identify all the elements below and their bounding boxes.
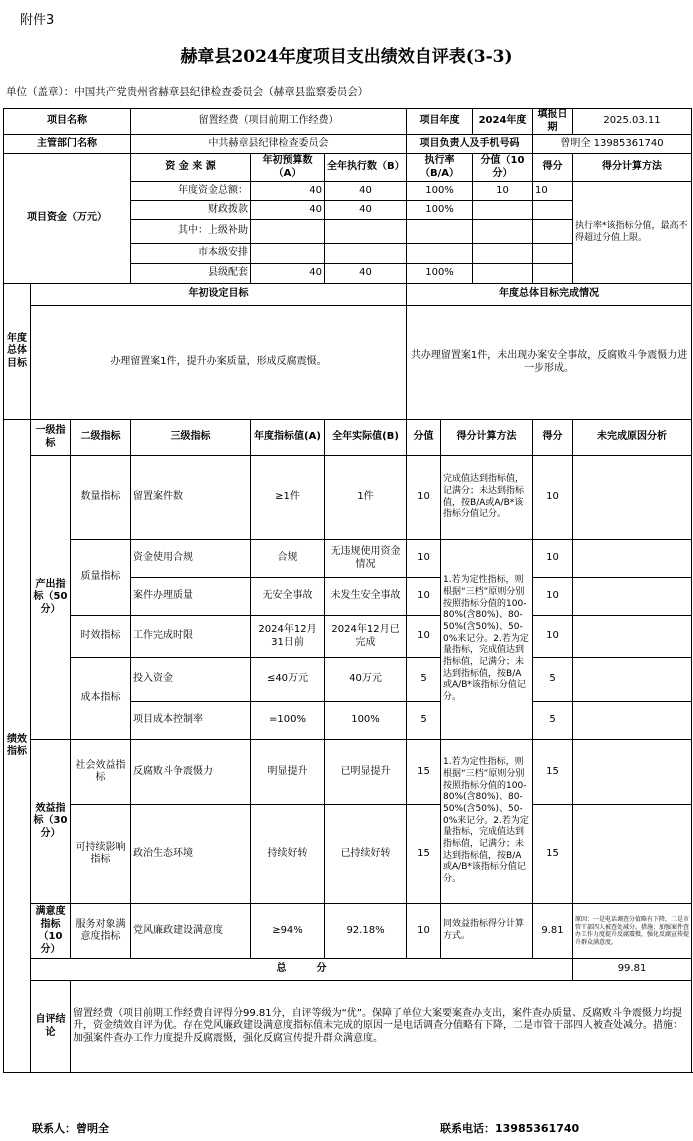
- ind-row-actual: 100%: [325, 702, 407, 740]
- ind-col-got: 得分: [533, 420, 573, 456]
- funds-col-score: 分值（10分）: [473, 154, 533, 182]
- ind-row-score: 10: [407, 904, 441, 959]
- ind-row-target: =100%: [251, 702, 325, 740]
- ind-row-got: 10: [533, 540, 573, 578]
- funds-row-got: [533, 201, 573, 220]
- ind-row-reason: [573, 805, 692, 904]
- ind-row-score: 10: [407, 540, 441, 578]
- ind-col-l2: 二级指标: [71, 420, 131, 456]
- goals-planned: 办理留置案1件，提升办案质量，形成反腐震慑。: [31, 306, 407, 420]
- ind-row-score: 10: [407, 578, 441, 616]
- ind-row-got: 10: [533, 456, 573, 540]
- total-score: 99.81: [573, 959, 692, 981]
- ind-row-l3: 案件办理质量: [131, 578, 251, 616]
- ind-row-l3: 项目成本控制率: [131, 702, 251, 740]
- method-quantity: 完成值达到指标值，记满分；未达到指标值，按B/A或A/B*该指标分值记分。: [441, 456, 533, 540]
- funds-row-exec: 40: [325, 201, 407, 220]
- funds-row-name: 财政拨款: [131, 201, 251, 220]
- l2-cost: 成本指标: [71, 658, 131, 740]
- funds-row-exec: [325, 220, 407, 244]
- funds-row-rate: [407, 244, 473, 264]
- funds-row-score: [473, 264, 533, 284]
- ind-row-l3: 反腐败斗争震慑力: [131, 740, 251, 805]
- ind-row-target: 无安全事故: [251, 578, 325, 616]
- ind-row-score: 5: [407, 658, 441, 702]
- fill-date-label: 填报日期: [533, 109, 573, 135]
- ind-row-l3: 资金使用合规: [131, 540, 251, 578]
- ind-row-score: 15: [407, 805, 441, 904]
- funds-row-exec: [325, 244, 407, 264]
- ind-row-target: ≤40万元: [251, 658, 325, 702]
- contact-person: 联系人：曾明全: [32, 1122, 109, 1135]
- funds-col-exec: 全年执行数（B）: [325, 154, 407, 182]
- funds-row-got: 10: [533, 182, 573, 201]
- project-year-label: 项目年度: [407, 109, 473, 135]
- funds-section-label: 项目资金（万元）: [4, 154, 131, 284]
- attachment-label: 附件3: [20, 13, 55, 28]
- goals-actual-label: 年度总体目标完成情况: [407, 284, 692, 306]
- project-name: 留置经费（项目前期工作经费）: [131, 109, 407, 135]
- funds-col-source: 资 金 来 源: [131, 154, 251, 182]
- ind-row-score: 15: [407, 740, 441, 805]
- effect-indicators-label: 效益指标（30分）: [31, 740, 71, 904]
- satisfaction-indicators-label: 满意度指标（10分）: [31, 904, 71, 959]
- method-output: 1.若为定性指标，则根据“三档”原则分别按照指标分值的100-80%(含80%)、80-50%(含50%)、50-0%来记分。2.若为定量指标，完成值达到指标值，记满分；未达到指标值，按B/A或A/B*该指标分值记分。: [441, 540, 533, 740]
- funds-row-budget: [251, 220, 325, 244]
- funds-row-name: 县级配套: [131, 264, 251, 284]
- ind-row-target: 持续好转: [251, 805, 325, 904]
- funds-row-exec: 40: [325, 264, 407, 284]
- contact-value: 曾明全 13985361740: [533, 135, 692, 154]
- conclusion-label: 自评结论: [31, 981, 71, 1073]
- ind-row-score: 10: [407, 456, 441, 540]
- funds-col-rate: 执行率（B/A）: [407, 154, 473, 182]
- project-name-label: 项目名称: [4, 109, 131, 135]
- method-satisfaction: 同效益指标得分计算方式。: [441, 904, 533, 959]
- ind-row-actual: 未发生安全事故: [325, 578, 407, 616]
- funds-row-budget: 40: [251, 201, 325, 220]
- funds-row-score: [473, 244, 533, 264]
- l2-sustain: 可持续影响指标: [71, 805, 131, 904]
- ind-row-got: 10: [533, 616, 573, 658]
- dept-label: 主管部门名称: [4, 135, 131, 154]
- ind-row-reason: [573, 658, 692, 702]
- funds-row-budget: 40: [251, 182, 325, 201]
- ind-col-score: 分值: [407, 420, 441, 456]
- funds-row-budget: [251, 244, 325, 264]
- funds-row-score: [473, 220, 533, 244]
- funds-row-got: [533, 220, 573, 244]
- indicators-section-label: 绩效指标: [4, 420, 31, 1073]
- ind-row-l3: 工作完成时限: [131, 616, 251, 658]
- l2-service: 服务对象满意度指标: [71, 904, 131, 959]
- funds-row-budget: 40: [251, 264, 325, 284]
- evaluation-table: [3, 108, 692, 1073]
- ind-row-reason: [573, 456, 692, 540]
- conclusion-text: 留置经费（项目前期工作经费自评得分99.81分，自评等级为“优”。保障了单位大案要案查办支出，案件查办质量、反腐败斗争震慑力均提升，资金绩效自评为优。存在党风廉政建设满意度指标值未完成的原因一是电话调查分值略有下降，二是市管干部四人被查处减分。措施：加强案件查办工作力度提升反腐震慑，强化反腐宣传提升群众满意度。: [71, 981, 692, 1073]
- goals-actual: 共办理留置案1件，未出现办案安全事故，反腐败斗争震慑力进一步形成。: [407, 306, 692, 420]
- ind-col-l1: 一级指标: [31, 420, 71, 456]
- funds-row-name: 其中：上级补助: [131, 220, 251, 244]
- output-indicators-label: 产出指标（50分）: [31, 456, 71, 740]
- ind-col-l3: 三级指标: [131, 420, 251, 456]
- ind-col-method: 得分计算方法: [441, 420, 533, 456]
- funds-row-score: [473, 201, 533, 220]
- ind-row-target: ≥1件: [251, 456, 325, 540]
- ind-row-target: 合规: [251, 540, 325, 578]
- funds-col-got: 得分: [533, 154, 573, 182]
- ind-row-target: 明显提升: [251, 740, 325, 805]
- funds-col-budget: 年初预算数（A）: [251, 154, 325, 182]
- funds-row-name: 市本级安排: [131, 244, 251, 264]
- ind-row-reason: [573, 540, 692, 578]
- ind-col-actual: 全年实际值(B): [325, 420, 407, 456]
- ind-row-l3: 投入资金: [131, 658, 251, 702]
- ind-row-actual: 2024年12月已完成: [325, 616, 407, 658]
- ind-row-score: 5: [407, 702, 441, 740]
- funds-row-rate: [407, 220, 473, 244]
- goals-planned-label: 年初设定目标: [31, 284, 407, 306]
- reason-satisfaction: 原因：一是电话调查分值略有下降，二是市管干部四人被查处减分。措施：加强案件查办工作力度提升反腐震慑，强化反腐宣传提升群众满意度。: [573, 904, 692, 959]
- ind-col-reason: 未完成原因分析: [573, 420, 692, 456]
- l2-social: 社会效益指标: [71, 740, 131, 805]
- funds-row-got: [533, 244, 573, 264]
- funds-row-rate: 100%: [407, 201, 473, 220]
- method-effect: 1.若为定性指标，则根据“三档”原则分别按照指标分值的100-80%(含80%)、80-50%(含50%)、50-0%来记分。2.若为定量指标，完成值达到指标值，记满分；未达到指标值，按B/A或A/B*该指标分值记分。: [441, 740, 533, 904]
- ind-row-actual: 已明显提升: [325, 740, 407, 805]
- funds-row-name: 年度资金总额：: [131, 182, 251, 201]
- ind-row-reason: [573, 702, 692, 740]
- ind-row-l3: 留置案件数: [131, 456, 251, 540]
- ind-row-target: 2024年12月31日前: [251, 616, 325, 658]
- contact-phone: 联系电话：13985361740: [440, 1122, 580, 1135]
- ind-row-got: 15: [533, 805, 573, 904]
- ind-row-l3: 政治生态环境: [131, 805, 251, 904]
- funds-row-rate: 100%: [407, 182, 473, 201]
- ind-row-got: 5: [533, 658, 573, 702]
- funds-col-method: 得分计算方法: [573, 154, 692, 182]
- fill-date: 2025.03.11: [573, 109, 692, 135]
- ind-row-actual: 无违规使用资金情况: [325, 540, 407, 578]
- dept-name: 中共赫章县纪律检查委员会: [131, 135, 407, 154]
- ind-row-actual: 已持续好转: [325, 805, 407, 904]
- ind-row-reason: [573, 616, 692, 658]
- page-title: 赫章县2024年度项目支出绩效自评表(3-3): [180, 47, 513, 67]
- ind-row-actual: 92.18%: [325, 904, 407, 959]
- total-label: 总 分: [31, 959, 573, 981]
- ind-row-actual: 1件: [325, 456, 407, 540]
- l2-time: 时效指标: [71, 616, 131, 658]
- l2-quantity: 数量指标: [71, 456, 131, 540]
- ind-row-got: 9.81: [533, 904, 573, 959]
- ind-col-target: 年度指标值(A): [251, 420, 325, 456]
- ind-row-score: 10: [407, 616, 441, 658]
- funds-method: 执行率*该指标分值，最高不得超过分值上限。: [573, 182, 692, 284]
- l2-quality: 质量指标: [71, 540, 131, 616]
- funds-row-score: 10: [473, 182, 533, 201]
- project-year: 2024年度: [473, 109, 533, 135]
- unit-label: 单位（盖章）：中国共产党贵州省赫章县纪律检查委员会（赫章县监察委员会）: [6, 86, 369, 98]
- ind-row-reason: [573, 578, 692, 616]
- goals-section-label: 年度总体目标: [4, 284, 31, 420]
- funds-row-got: [533, 264, 573, 284]
- ind-row-l3: 党风廉政建设满意度: [131, 904, 251, 959]
- contact-label: 项目负责人及手机号码: [407, 135, 533, 154]
- ind-row-got: 5: [533, 702, 573, 740]
- funds-row-rate: 100%: [407, 264, 473, 284]
- ind-row-got: 15: [533, 740, 573, 805]
- ind-row-reason: [573, 740, 692, 805]
- ind-row-target: ≥94%: [251, 904, 325, 959]
- ind-row-got: 10: [533, 578, 573, 616]
- funds-row-exec: 40: [325, 182, 407, 201]
- ind-row-actual: 40万元: [325, 658, 407, 702]
